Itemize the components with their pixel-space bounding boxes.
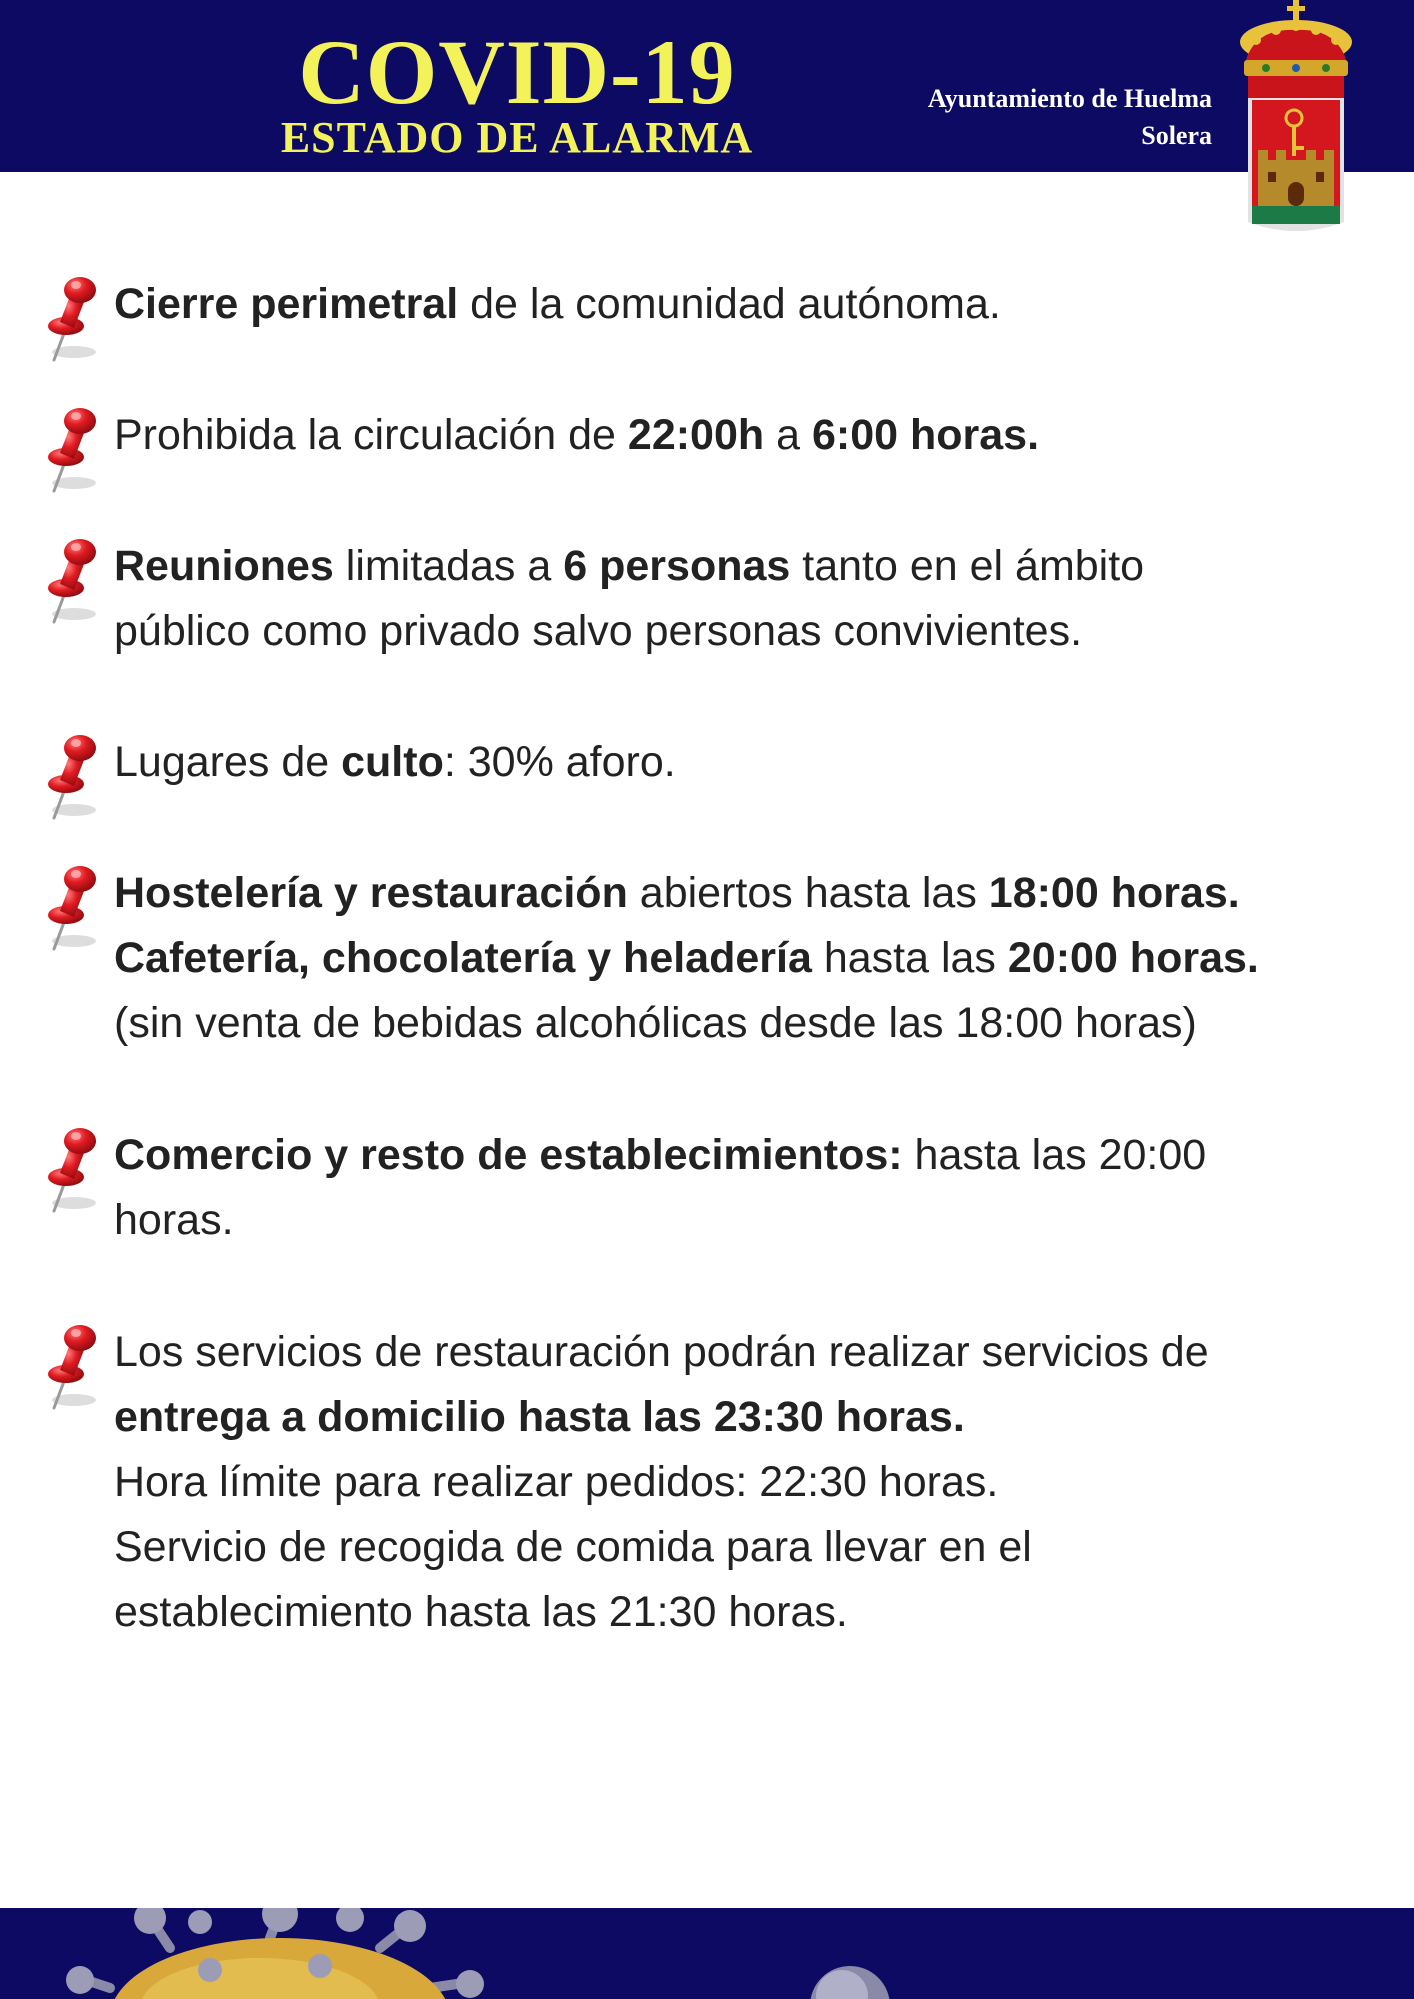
bold-text: Cafetería, chocolatería y heladería [114, 934, 812, 982]
bold-text: 6:00 horas. [811, 411, 1040, 459]
plain-text: a [764, 411, 812, 459]
list-item-text [114, 403, 1384, 468]
text-line [114, 991, 1384, 1056]
text-line [114, 730, 1384, 795]
pushpin-icon [44, 272, 110, 364]
bold-text: culto [341, 738, 444, 786]
list-item [44, 861, 1384, 1056]
coronavirus-icon [770, 1908, 930, 1999]
org-line-2: Solera [1141, 121, 1212, 150]
bold-text: entrega a domicilio hasta las 23:30 horas. [114, 1393, 965, 1441]
text-line [114, 1188, 1384, 1253]
plain-text: hasta las 20:00 [902, 1131, 1207, 1179]
list-item [44, 730, 1384, 795]
coronavirus-icon [50, 1908, 520, 1999]
text-line [114, 1580, 1384, 1645]
bold-text: Comercio y resto de establecimientos: [114, 1131, 903, 1179]
list-item-text [114, 1123, 1384, 1253]
text-line [114, 534, 1384, 599]
plain-text: Los servicios de restauración podrán realizar servicios de [114, 1328, 1209, 1376]
plain-text: (sin venta de bebidas alcohólicas desde las 18:00 horas) [114, 999, 1197, 1047]
text-line [114, 926, 1384, 991]
list-item-text [114, 861, 1384, 1056]
pushpin-icon [44, 1320, 110, 1412]
footer-banner [0, 1908, 1414, 1999]
pushpin-icon [44, 1123, 110, 1215]
bold-text: 22:00h [627, 411, 765, 459]
list-item [44, 403, 1384, 468]
pushpin-icon [44, 534, 110, 626]
list-item [44, 1123, 1384, 1253]
bold-text: Cierre perimetral [114, 280, 459, 328]
text-line [114, 272, 1384, 337]
bold-text: Reuniones [114, 542, 334, 590]
plain-text: hasta las [811, 934, 1008, 982]
plain-text: tanto en el ámbito [790, 542, 1145, 590]
plain-text: Servicio de recogida de comida para llevar en el [114, 1523, 1032, 1571]
plain-text: limitadas a [333, 542, 564, 590]
plain-text: establecimiento hasta las 21:30 horas. [114, 1588, 848, 1636]
list-item [44, 534, 1384, 664]
pushpin-icon [44, 861, 110, 953]
text-line [114, 599, 1384, 664]
text-line [114, 1385, 1384, 1450]
bold-text: Hostelería y restauración [114, 869, 628, 917]
organization-name [928, 80, 1212, 154]
text-line [114, 1450, 1384, 1515]
plain-text: Lugares de [114, 738, 342, 786]
text-line [114, 1515, 1384, 1580]
list-item-text [114, 534, 1384, 664]
pushpin-icon [44, 403, 110, 495]
list-item [44, 1320, 1384, 1645]
plain-text: Hora límite para realizar pedidos: 22:30 horas. [114, 1458, 999, 1506]
plain-text: horas. [114, 1196, 234, 1244]
bold-text: 20:00 horas. [1007, 934, 1259, 982]
list-item-text [114, 1320, 1384, 1645]
plain-text: de la comunidad autónoma. [458, 280, 1001, 328]
plain-text: Prohibida la circulación de [114, 411, 628, 459]
text-line [114, 1123, 1384, 1188]
text-line [114, 861, 1384, 926]
pushpin-icon [44, 730, 110, 822]
org-line-1: Ayuntamiento de Huelma [927, 84, 1212, 113]
list-item [44, 272, 1384, 337]
list-item-text [114, 272, 1384, 337]
text-line [114, 1320, 1384, 1385]
page-title: COVID-19 [298, 21, 736, 123]
measures-list [44, 272, 1384, 1645]
bold-text: 18:00 horas. [988, 869, 1240, 917]
coat-of-arms-icon [1236, 0, 1356, 236]
list-item-text [114, 730, 1384, 795]
plain-text: público como privado salvo personas convivientes. [114, 607, 1083, 655]
bold-text: 6 personas [563, 542, 791, 590]
header-banner [0, 0, 1414, 172]
plain-text: abiertos hasta las [627, 869, 989, 917]
plain-text: : 30% aforo. [443, 738, 676, 786]
page-subtitle: ESTADO DE ALARMA [280, 113, 754, 162]
text-line [114, 403, 1384, 468]
